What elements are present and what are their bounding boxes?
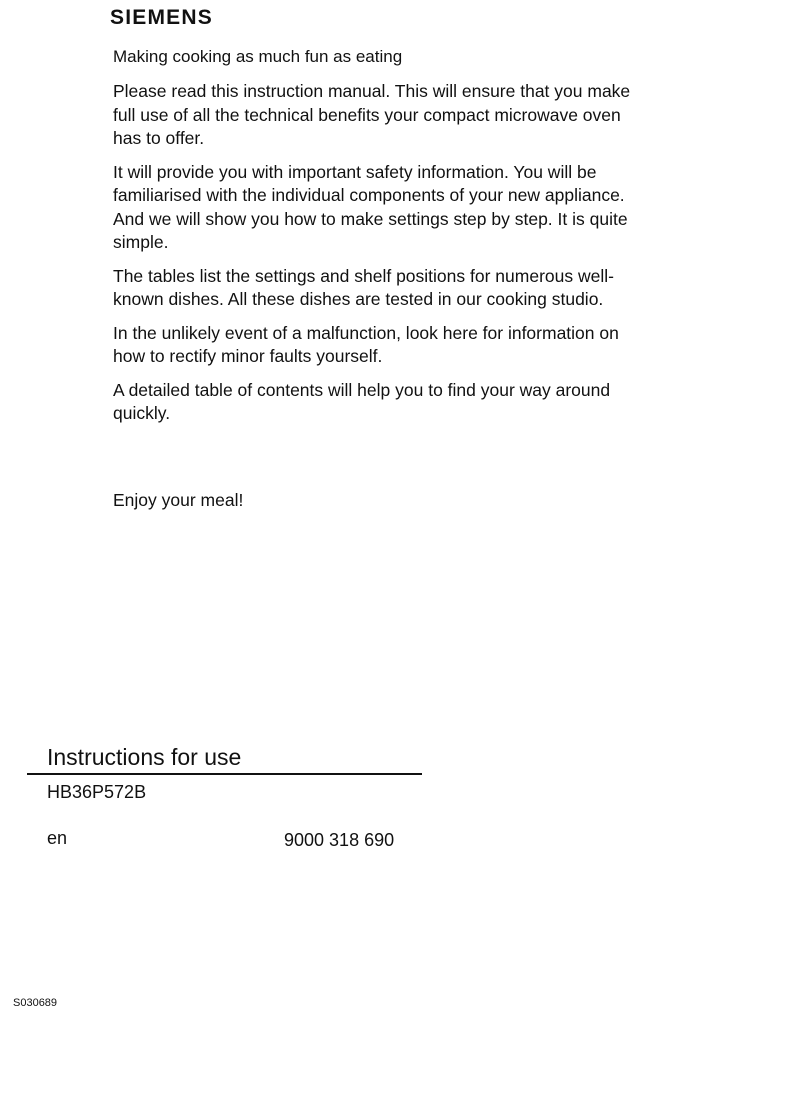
model-number: HB36P572B [47,782,147,802]
intro-paragraph-3: The tables list the settings and shelf positions for numerous well-known dishes. All these dishes are tested in our cooking studio. [113,265,614,309]
intro-paragraph-5: A detailed table of contents will help you to find your way around quickly. [113,379,611,423]
closing-text: Enjoy your meal! [113,490,244,510]
document-number: 9000 318 690 [284,830,395,850]
intro-paragraph-4: In the unlikely event of a malfunction, look here for information on how to rectify minor faults yourself. [113,322,619,366]
language-code: en [47,828,68,848]
intro-section [113,46,633,436]
print-code: S030689 [13,997,58,1009]
intro-heading: Making cooking as much fun as eating [113,47,403,66]
intro-paragraph-2: It will provide you with important safety information. You will be familiarised with the individual components of your new appliance. And we will show you how to make settings step by step. It is quite simple. [113,161,628,252]
siemens-logo: SIEMENS [110,6,213,29]
intro-paragraph-1: Please read this instruction manual. This will ensure that you make full use of all the technical benefits your compact microwave oven has to offer. [113,81,631,148]
document-title: Instructions for use [47,744,242,770]
title-underline [27,773,422,775]
